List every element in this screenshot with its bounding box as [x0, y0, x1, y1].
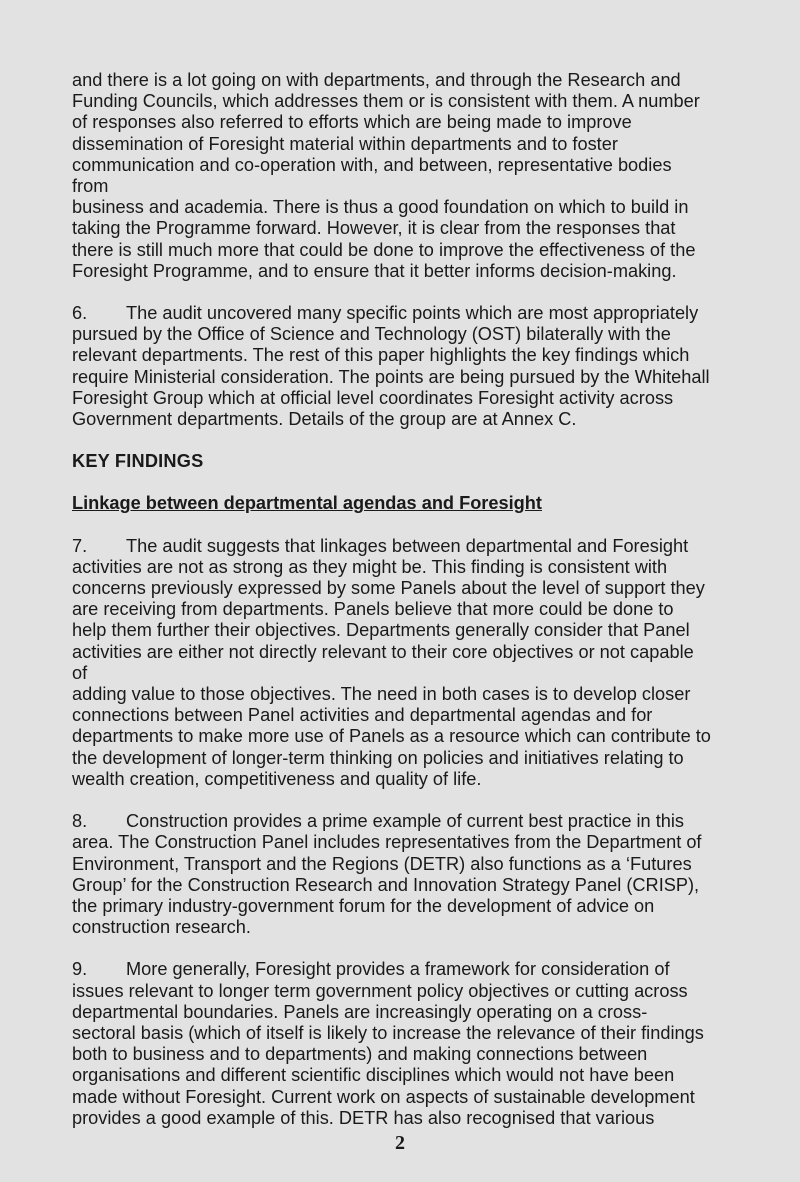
text-line: wealth creation, competitiveness and quality of life.: [72, 768, 482, 789]
text-line: the development of longer-term thinking on policies and initiatives relating to: [72, 747, 684, 768]
text-line: [72, 959, 712, 980]
text-line: Environment, Transport and the Regions (DETR) also functions as a ‘Futures: [72, 853, 692, 874]
text-line: require Ministerial consideration. The points are being pursued by the Whitehall: [72, 366, 710, 387]
paragraph-6: [72, 303, 712, 430]
text-line-content: More generally, Foresight provides a framework for consideration of: [126, 959, 670, 980]
text-line: and there is a lot going on with departments, and through the Research and: [72, 70, 681, 90]
text-line: organisations and different scientific disciplines which would not have been: [72, 1065, 675, 1086]
text-line: Funding Councils, which addresses them or is consistent with them. A number: [72, 91, 700, 112]
text-line: relevant departments. The rest of this paper highlights the key findings which: [72, 345, 690, 366]
text-line: construction research.: [72, 917, 251, 938]
subsection-heading: Linkage between departmental agendas and Foresight: [72, 493, 542, 514]
paragraph-gap: [72, 282, 712, 303]
text-line: help them further their objectives. Departments generally consider that Panel: [72, 620, 690, 641]
paragraph-gap: [72, 938, 712, 959]
text-line: Foresight Group which at official level coordinates Foresight activity across: [72, 387, 674, 408]
document-body: [72, 70, 712, 1129]
text-line-content: Construction provides a prime example of current best practice in this: [126, 811, 685, 832]
text-line: activities are not as strong as they might be. This finding is consistent with: [72, 556, 668, 577]
paragraph-number: 7.: [72, 535, 88, 556]
text-line: dissemination of Foresight material within departments and to foster: [72, 133, 618, 154]
text-line: sectoral basis (which of itself is likely to increase the relevance of their findings: [72, 1022, 704, 1043]
paragraph-8: [72, 811, 712, 938]
paragraph-number: 9.: [72, 959, 88, 980]
paragraph-gap: [72, 515, 712, 536]
text-line: activities are either not directly relevant to their core objectives or not capable of: [72, 641, 694, 683]
paragraph-gap: [72, 790, 712, 811]
text-line: are receiving from departments. Panels believe that more could be done to: [72, 599, 674, 620]
text-line: there is still much more that could be done to improve the effectiveness of the: [72, 239, 696, 260]
text-line-content: The audit uncovered many specific points which are most appropriately: [126, 303, 699, 324]
text-line: issues relevant to longer term government policy objectives or cutting across: [72, 980, 688, 1001]
paragraph-gap: [72, 430, 712, 451]
paragraph-9: [72, 959, 712, 1129]
text-line: provides a good example of this. DETR has also recognised that various: [72, 1107, 655, 1128]
text-line: connections between Panel activities and departmental agendas and for: [72, 705, 653, 726]
text-line: [72, 811, 712, 832]
text-line: [72, 303, 712, 324]
text-line: area. The Construction Panel includes representatives from the Department of: [72, 832, 702, 853]
text-line: both to business and to departments) and making connections between: [72, 1044, 648, 1065]
text-line: made without Foresight. Current work on aspects of sustainable development: [72, 1086, 695, 1107]
text-line: taking the Programme forward. However, it is clear from the responses that: [72, 218, 676, 239]
paragraph-number: 8.: [72, 811, 88, 832]
text-line: Government departments. Details of the group are at Annex C.: [72, 409, 577, 430]
paragraph-7: [72, 536, 712, 790]
text-line: the primary industry-government forum for the development of advice on: [72, 895, 655, 916]
page-number: 2: [395, 1132, 405, 1154]
text-line: concerns previously expressed by some Panels about the level of support they: [72, 578, 705, 599]
text-line: business and academia. There is thus a good foundation on which to build in: [72, 197, 689, 218]
paragraph-gap: [72, 472, 712, 493]
text-line: of responses also referred to efforts which are being made to improve: [72, 112, 632, 133]
section-heading: KEY FINDINGS: [72, 451, 204, 472]
text-line: communication and co-operation with, and between, representative bodies from: [72, 154, 672, 197]
text-line: departmental boundaries. Panels are increasingly operating on a cross-: [72, 1001, 648, 1022]
text-line: adding value to those objectives. The need in both cases is to develop closer: [72, 684, 691, 705]
text-line: pursued by the Office of Science and Technology (OST) bilaterally with the: [72, 324, 671, 345]
text-line-content: The audit suggests that linkages between departmental and Foresight: [126, 535, 689, 556]
paragraph-continuation: [72, 70, 712, 282]
text-line: Group’ for the Construction Research and Innovation Strategy Panel (CRISP),: [72, 874, 700, 895]
text-line: Foresight Programme, and to ensure that it better informs decision-making.: [72, 260, 677, 281]
paragraph-number: 6.: [72, 303, 88, 324]
text-line: [72, 536, 712, 557]
text-line: departments to make more use of Panels as a resource which can contribute to: [72, 726, 711, 747]
